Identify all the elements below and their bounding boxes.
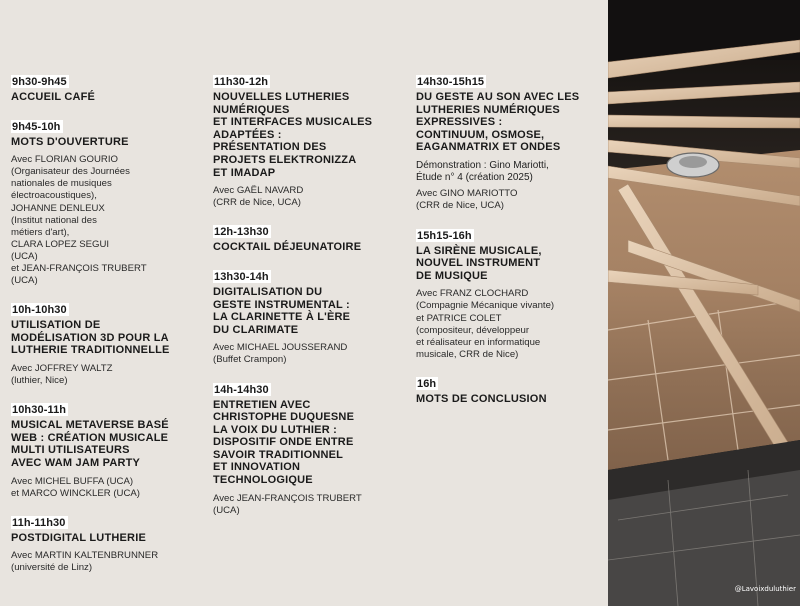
schedule-slot	[416, 374, 606, 406]
slot-time: 9h45-10h	[12, 120, 61, 133]
schedule-slot	[213, 72, 405, 209]
slot-time: 13h30-14h	[214, 270, 269, 283]
schedule-slot	[11, 513, 203, 575]
slot-title: DU GESTE AU SON AVEC LES LUTHERIES NUMÉRIQUES EXPRESSIVES : CONTINUUM, OSMOSE, EAGANMATRIX ET ONDES	[416, 91, 580, 154]
slot-speakers: Avec GAËL NAVARD (CRR de Nice, UCA)	[213, 185, 304, 209]
schedule-column-1	[11, 72, 203, 588]
slot-title: MOTS DE CONCLUSION	[416, 392, 547, 405]
slot-speakers: Avec MICHEL BUFFA (UCA) et MARCO WINCKLER (UCA)	[11, 475, 140, 499]
slot-time: 9h30-9h45	[12, 76, 67, 88]
schedule-slot	[11, 72, 203, 104]
slot-speakers: Avec JEAN-FRANÇOIS TRUBERT (UCA)	[213, 492, 362, 516]
schedule-slot	[11, 400, 203, 500]
slot-demonstration: Démonstration : Gino Mariotti, Étude n° 4 (création 2025)	[416, 159, 549, 184]
photo-illustration	[608, 0, 800, 606]
slot-title: LA SIRÈNE MUSICALE, NOUVEL INSTRUMENT DE MUSIQUE	[416, 244, 542, 282]
slot-speakers: Avec FLORIAN GOURIO (Organisateur des Journées nationales de musiques électroacoustiques), JOHANNE DENLEUX (Institut national des métiers d'art), CLARA LOPEZ SEGUI (UCA) et JEAN-FRANÇOIS TRUBERT (UCA)	[11, 154, 147, 287]
slot-title: ACCUEIL CAFÉ	[11, 91, 96, 103]
slot-title: NOUVELLES LUTHERIES NUMÉRIQUES ET INTERFACES MUSICALES ADAPTÉES : PRÉSENTATION DES PROJETS ELEKTRONIZZA ET IMADAP	[213, 91, 373, 179]
slot-time: 11h30-12h	[214, 76, 269, 88]
schedule-column-3	[416, 72, 606, 419]
slot-time: 10h30-11h	[12, 404, 67, 417]
slot-title: ENTRETIEN AVEC CHRISTOPHE DUQUESNE LA VOIX DU LUTHIER : DISPOSITIF ONDE ENTRE SAVOIR TRADITIONNEL ET INNOVATION TECHNOLOGIQUE	[213, 398, 355, 487]
slot-speakers: Avec MICHAEL JOUSSERAND (Buffet Crampon)	[213, 342, 348, 366]
schedule-slot	[11, 117, 203, 288]
slot-title: COCKTAIL DÉJEUNATOIRE	[213, 241, 362, 254]
photo-credit: @Lavoixduluthier	[734, 585, 796, 593]
slot-speakers: Avec FRANZ CLOCHARD (Compagnie Mécanique vivante) et PATRICE COLET (compositeur, développeur et réalisateur en informatique musicale, CRR de Nice)	[416, 288, 555, 360]
slot-time: 16h	[417, 377, 437, 390]
slot-title: POSTDIGITAL LUTHERIE	[11, 531, 146, 544]
schedule-slot	[416, 72, 606, 213]
schedule-slot	[11, 300, 203, 387]
slot-time: 15h15-16h	[417, 229, 472, 242]
schedule-slot	[213, 380, 405, 517]
slot-speakers: Avec JOFFREY WALTZ (luthier, Nice)	[11, 363, 113, 387]
slot-speakers: Avec MARTIN KALTENBRUNNER (université de Linz)	[11, 550, 159, 574]
slot-title: DIGITALISATION DU GESTE INSTRUMENTAL : LA CLARINETTE À L'ÈRE DU CLARIMATE	[213, 285, 351, 336]
slot-time: 10h-10h30	[12, 304, 67, 317]
slot-time: 14h-14h30	[214, 383, 269, 396]
slot-speakers: Avec GINO MARIOTTO (CRR de Nice, UCA)	[416, 188, 518, 212]
slot-title: UTILISATION DE MODÉLISATION 3D POUR LA LUTHERIE TRADITIONNELLE	[11, 319, 170, 357]
schedule-slot	[213, 222, 405, 254]
slot-title: MOTS D'OUVERTURE	[11, 135, 129, 148]
slot-time: 11h-11h30	[12, 516, 66, 529]
luthier-workshop-photo	[608, 0, 800, 606]
slot-time: 14h30-15h15	[417, 76, 485, 88]
schedule-slot	[213, 267, 405, 367]
schedule-slot	[416, 226, 606, 361]
slot-time: 12h-13h30	[214, 226, 269, 239]
schedule-column-2	[213, 72, 405, 530]
slot-title: MUSICAL METAVERSE BASÉ WEB : CRÉATION MUSICALE MULTI UTILISATEURS AVEC WAM JAM PARTY	[11, 419, 169, 469]
